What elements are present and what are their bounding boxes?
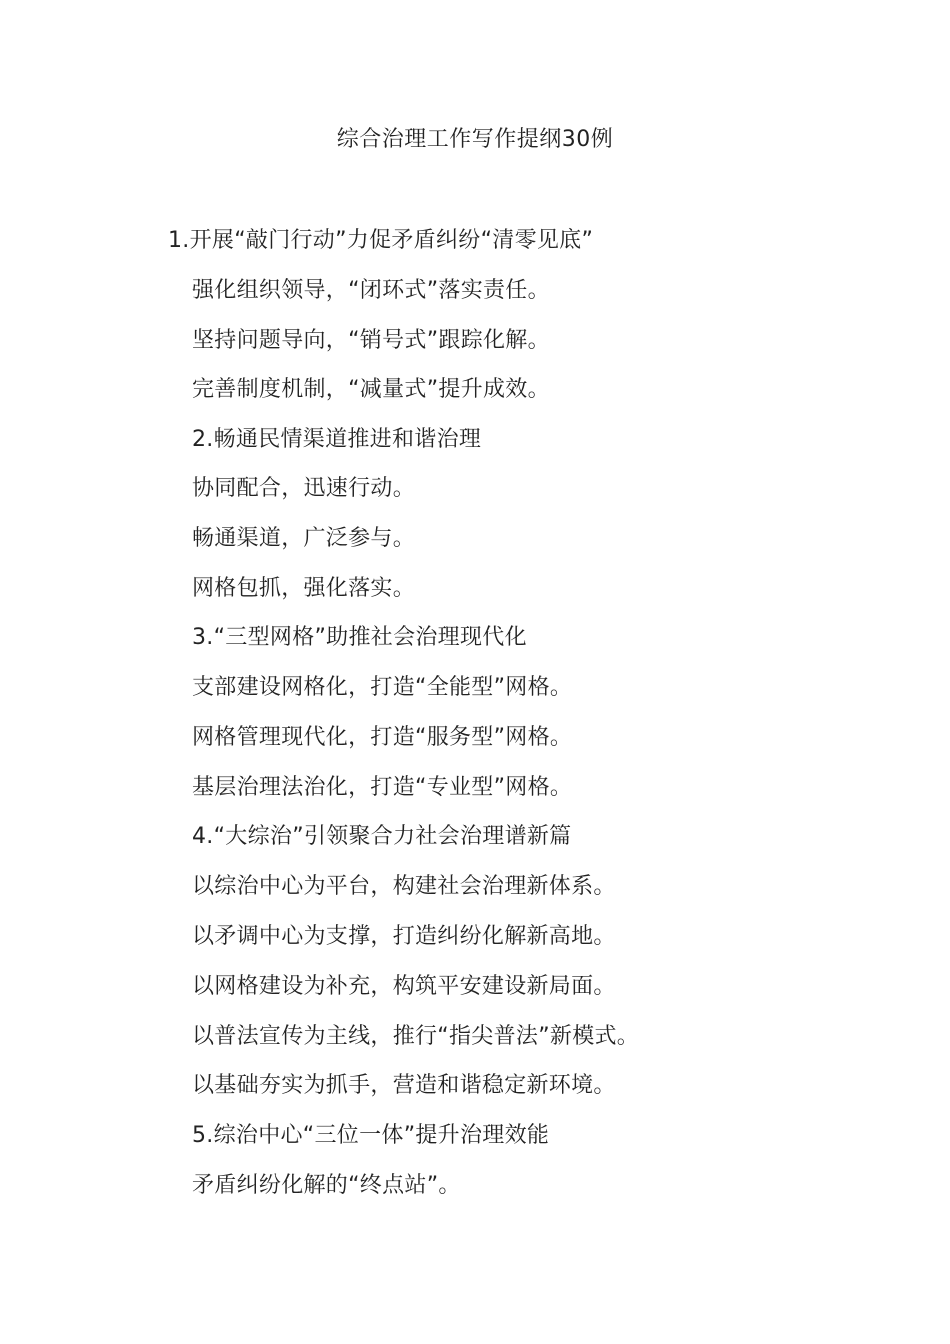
body-line: 网格管理现代化，打造“服务型”网格。 (192, 725, 573, 750)
body-line: 坚持问题导向，“销号式”跟踪化解。 (192, 328, 550, 353)
body-line: 以网格建设为补充，构筑平安建设新局面。 (192, 974, 616, 999)
heading-5: 5.综治中心“三位一体”提升治理效能 (192, 1123, 550, 1148)
body-line: 以综治中心为平台，构建社会治理新体系。 (192, 874, 616, 899)
heading-3: 3.“三型网格”助推社会治理现代化 (192, 625, 527, 650)
body-line: 以基础夯实为抓手，营造和谐稳定新环境。 (192, 1073, 616, 1098)
body-line: 矛盾纠纷化解的“终点站”。 (192, 1173, 461, 1198)
body-line: 以普法宣传为主线，推行“指尖普法”新模式。 (192, 1024, 640, 1049)
body-line: 强化组织领导，“闭环式”落实责任。 (192, 278, 550, 303)
heading-2: 2.畅通民情渠道推进和谐治理 (192, 427, 482, 452)
body-line: 基层治理法治化，打造“专业型”网格。 (192, 775, 573, 800)
body-line: 协同配合，迅速行动。 (192, 476, 416, 501)
body-line: 完善制度机制，“减量式”提升成效。 (192, 377, 550, 402)
heading-4: 4.“大综治”引领聚合力社会治理谱新篇 (192, 824, 572, 849)
document-title: 综合治理工作写作提纲30例 (336, 127, 614, 152)
body-line: 网格包抓，强化落实。 (192, 576, 416, 601)
body-line: 支部建设网格化，打造“全能型”网格。 (192, 675, 573, 700)
body-line: 畅通渠道，广泛参与。 (192, 526, 416, 551)
body-line: 以矛调中心为支撑，打造纠纷化解新高地。 (192, 924, 616, 949)
heading-1: 1.开展“敲门行动”力促矛盾纠纷“清零见底” (168, 228, 594, 253)
